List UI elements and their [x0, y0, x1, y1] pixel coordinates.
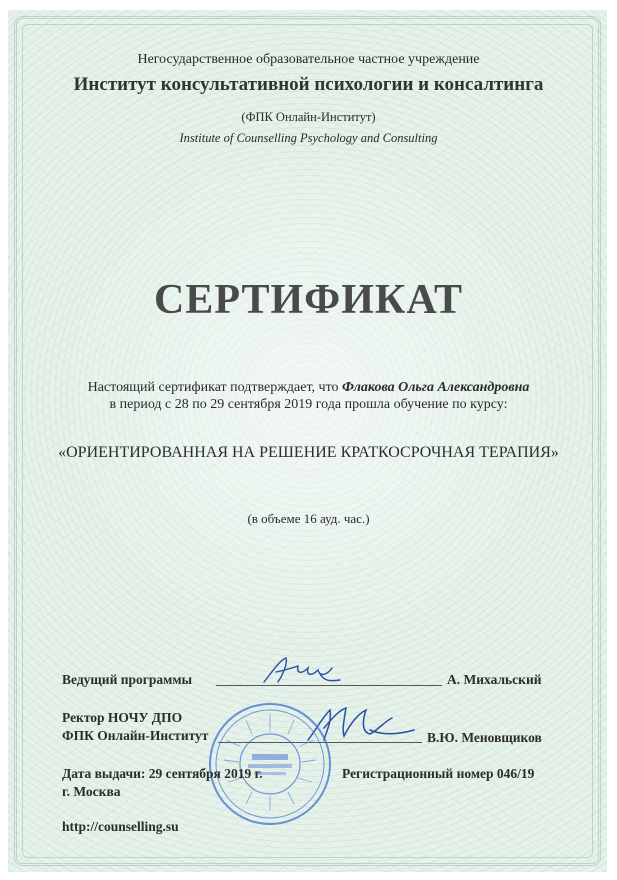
confirmation-line — [0, 380, 617, 396]
certificate-title: СЕРТИФИКАТ — [153, 277, 464, 323]
recipient-name: Флакова Ольга Александровна — [342, 380, 530, 395]
rector-label-line1: Ректор НОЧУ ДПО — [62, 710, 183, 725]
org-type: Негосударственное образовательное частное учреждение — [137, 52, 480, 67]
institute-english-name: Institute of Counselling Psychology and Consulting — [179, 131, 438, 145]
issue-city: г. Москва — [62, 784, 121, 799]
course-title: «ОРИЕНТИРОВАННАЯ НА РЕШЕНИЕ КРАТКОСРОЧНАЯ ТЕРАПИЯ» — [58, 444, 559, 461]
lead-name: А. Михальский — [447, 672, 542, 687]
issue-date: Дата выдачи: 29 сентября 2019 г. — [62, 766, 263, 781]
institute-seal-icon — [206, 700, 334, 828]
lead-label: Ведущий программы — [62, 672, 193, 687]
training-period: в период с 28 по 29 сентября 2019 года прошла обучение по курсу: — [109, 397, 508, 412]
institute-short-name: (ФПК Онлайн-Институт) — [241, 110, 376, 124]
registration-number: Регистрационный номер 046/19 — [342, 766, 535, 781]
rector-name: В.Ю. Меновщиков — [427, 730, 542, 745]
institute-name: Институт консультативной психологии и консалтинга — [73, 74, 544, 95]
confirmation-prefix: Настоящий сертификат подтверждает, что — [87, 380, 339, 395]
lead-signature-line — [216, 685, 442, 686]
course-hours: (в объеме 16 ауд. час.) — [247, 511, 370, 526]
rector-label-line2: ФПК Онлайн-Институт — [62, 728, 209, 743]
website-link[interactable]: http://counselling.su — [62, 819, 179, 834]
